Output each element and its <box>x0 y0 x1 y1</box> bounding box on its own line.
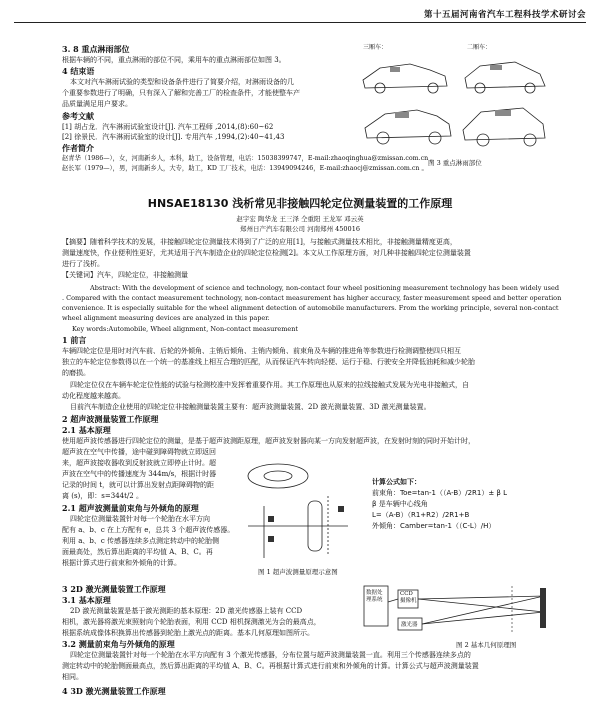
body-line: 使用超声波传感器进行四轮定位的测量，是基于超声波测距原理，超声波发射器向某一方向发射超声波，在发射时刻的同时开始计时， <box>62 437 475 445</box>
body-line: 车辆四轮定位是用时对汽车前、后轮的外倾角、主销后倾角、主销内倾角、前束角及车辆的推进角等参数进行检测调整使四只相互 <box>62 347 461 355</box>
conclusion-line: 品质量满足用户要求。 <box>62 100 132 108</box>
references-heading: 参考文献 <box>62 111 94 121</box>
abstract-cn-line: 进行了浅析。 <box>62 260 104 268</box>
section-3-8-text: 根据车辆的不同，重点淋雨的部位不同，乘用车的重点淋雨部位如图 3。 <box>62 56 286 64</box>
body-line: 目前汽车制造企业使用的四轮定位非接触测量装置主要有：超声波测量装置、2D 激光测量装置、3D 激光测量装置。 <box>70 403 431 411</box>
fig3-label-sedan: 三厢车： <box>363 44 388 51</box>
body-line: 根据系统成像体积换算出传感器到轮胎上激光点的距离。基本几何原理如图所示。 <box>62 629 314 637</box>
abstract-cn-line: 【摘要】随着科学技术的发展，非接触四轮定位测量技术得到了广泛的应用[1]，与接触式测量技术相比，非接触测量精度更高， <box>62 238 457 246</box>
figure-3 <box>355 40 555 155</box>
keywords-en: Key words:Automobile, Wheel alignment, Non-contact measurement <box>72 325 299 333</box>
conclusion-heading: 4 结束语 <box>62 66 95 76</box>
header-rule <box>14 22 586 23</box>
formula-beta: β 是车辆中心线角 <box>372 500 428 508</box>
figure-1 <box>238 446 356 564</box>
reference-item: [2] 徐景民．汽车淋雨试验室的设计[J]. 专用汽车 ,1994,(2):40~41,43 <box>62 133 285 141</box>
section-2-1-heading: 2.1 基本原理 <box>62 425 111 435</box>
body-line: 面最高处，然后算出距离的平均值 A、B、C。再 <box>62 548 213 556</box>
section-3-heading: 3 2D 激光测量装置工作原理 <box>62 584 166 594</box>
body-line: 四轮定位测量装置针对每一个轮胎在水平方向配有 3 个激光传感器，分布位置与超声波测量装置一直。利用三个传感器连续多点的 <box>70 651 471 659</box>
abstract-en-line: . Compared with the contact measurement technology, non-contact measurement has higher accuracy, faster measurement speed and better operation <box>62 294 562 302</box>
author-bio: 赵青华（1986—），女，河南新乡人，本科，助工，设备管理，电话：15038399747，E-mail:zhaoqinghua@zmissan.com.cn 。 <box>62 155 437 162</box>
body-line: 2D 激光测量装置是基于激光测距的基本原理：2D 激光传感器上装有 CCD <box>70 607 303 615</box>
formula-toe: 前束角：Toe=tan-1（（A-B）/2R1）± β L <box>372 489 508 497</box>
body-line: 测定转动中的轮胎侧面最高点，然后算出距离的平均值 A、B、C。再根据计算式进行前束和外倾角的计算。计算公式与超声波测量装置 <box>62 662 479 670</box>
journal-header: 第十五届河南省汽车工程科技学术研讨会 <box>423 10 586 20</box>
body-line: 离 (s)，即：s=344t/2 。 <box>62 492 143 500</box>
car-drawings <box>355 40 555 155</box>
article-affiliation: 郑州日产汽车有限公司 河南郑州 450016 <box>240 225 360 233</box>
laser-geometry-diagram <box>362 582 548 638</box>
fig2-label-laser: 激光器 <box>401 622 418 628</box>
section-2-2-heading: 2.1 超声波测量前束角与外倾角的原理 <box>62 503 199 513</box>
conclusion-line: 本文对汽车淋雨试验的类型和设备条件进行了简要介绍，对淋雨设备的几 <box>70 78 294 86</box>
abstract-en-line: convenience. It is especially suitable for the wheel alignment detection of automobile manufacturers. From the working principle, several non-contact <box>62 304 559 312</box>
body-line: 动化程度越来越高。 <box>62 392 125 400</box>
body-line: 相机，激光器将激光束照射向个轮胎表面，利用 CCD 相机探测激光为会的最高点， <box>62 618 321 626</box>
author-bio-heading: 作者简介 <box>62 143 94 153</box>
body-line: 四轮定位测量装置针对每一个轮胎在水平方向 <box>70 515 210 523</box>
body-line: 超声波在空气中传播，途中碰到障碍物就立即返回 <box>62 448 216 456</box>
body-line: 配有 a、b、c 在上方配有 e，总共 3 个超声波传感器。 <box>62 526 235 534</box>
section-3-8-heading: 3. 8 重点淋雨部位 <box>62 44 130 54</box>
fig3-caption: 图 3 重点淋雨部位 <box>428 159 482 167</box>
section-1-heading: 1 前言 <box>62 335 87 345</box>
article-title: HNSAE18130 浅析常见非接触四轮定位测量装置的工作原理 <box>147 197 453 210</box>
abstract-cn-line: 测量速度快，作业便利性更好，尤其适用于汽车制造企业的四轮定位检测[2]。本文从工作原理方面，对几种非接触四轮定位测量装置 <box>62 249 471 257</box>
body-line: 来，超声波接收器收到反射波就立即停止计时。超 <box>62 459 216 467</box>
author-bio: 赵长军（1979—），男，河南新乡人，大专，助工，KD 工厂技术，电话：13949094246，E-mail:zhaocj@zmissan.com.cn 。 <box>62 165 428 172</box>
body-line: 四轮定位仪在车辆车轮定位性能的试验与检测校准中发挥着重要作用。其工作原理也从原来的拉线接触式发展为光电非接触式，自 <box>70 381 469 389</box>
abstract-en-line: Abstract: With the development of science and technology, non-contact four wheel positioning measurement technology has been widely used <box>90 284 560 292</box>
fig2-label-processing: 数据处理系统 <box>366 590 383 603</box>
section-4-heading: 4 3D 激光测量装置工作原理 <box>62 686 166 696</box>
fig1-caption: 图 1 超声波测量原理示意图 <box>258 568 338 576</box>
body-line: 的磨损。 <box>62 369 90 377</box>
article-authors: 赵宇宏 陶华龙 王三泽 仝重阳 王龙军 邓云英 <box>236 215 364 223</box>
body-line: 利用 a、b、c 传感器连续多点测定转动中的轮胎侧 <box>62 537 220 545</box>
formula-l: L=（A-B）（R1+R2）/2R1+B <box>372 511 470 519</box>
ultrasonic-diagram <box>238 446 356 564</box>
formula-camber: 外倾角：Camber=tan-1（（C-L）/H） <box>372 522 496 530</box>
body-line: 根据计算式进行前束和外倾角的计算。 <box>62 559 181 567</box>
formula-title: 计算公式如下： <box>372 478 421 486</box>
body-line: 记录的时间 t，就可以计算出发射点距障碍物的距 <box>62 481 215 489</box>
body-line: 声波在空气中的传播速度为 344m/s，根据计时器 <box>62 470 217 478</box>
abstract-en-line: wheel alignment measuring devices are analyzed in this paper. <box>62 314 270 322</box>
body-line: 相同。 <box>62 673 83 681</box>
section-3-2-heading: 3.2 测量前束角与外倾角的原理 <box>62 639 175 649</box>
fig2-caption: 图 2 基本几何原理图 <box>456 641 517 649</box>
conclusion-line: 个重要参数进行了明确，只有深入了解和完善工厂的检查条件，才能使整车产 <box>62 89 300 97</box>
section-2-heading: 2 超声波测量装置工作原理 <box>62 414 159 424</box>
keywords-cn: 【关键词】汽车，四轮定位，非接触测量 <box>62 271 188 279</box>
reference-item: [1] 胡占龙．汽车淋雨试验室设计[J]. 汽车工程师 ,2014,(8):60~62 <box>62 123 274 131</box>
fig2-label-ccd: CCD 摄像机 <box>400 591 417 604</box>
section-3-1-heading: 3.1 基本原理 <box>62 595 111 605</box>
figure-2 <box>362 582 548 638</box>
fig3-label-hatchback: 二厢车： <box>467 44 492 51</box>
body-line: 独立的车轮定位参数得以在一个统一的基准线上相互合理的匹配，从而保证汽车转向轻便、运行于稳、行驶安全并降低油耗和减少轮胎 <box>62 358 475 366</box>
